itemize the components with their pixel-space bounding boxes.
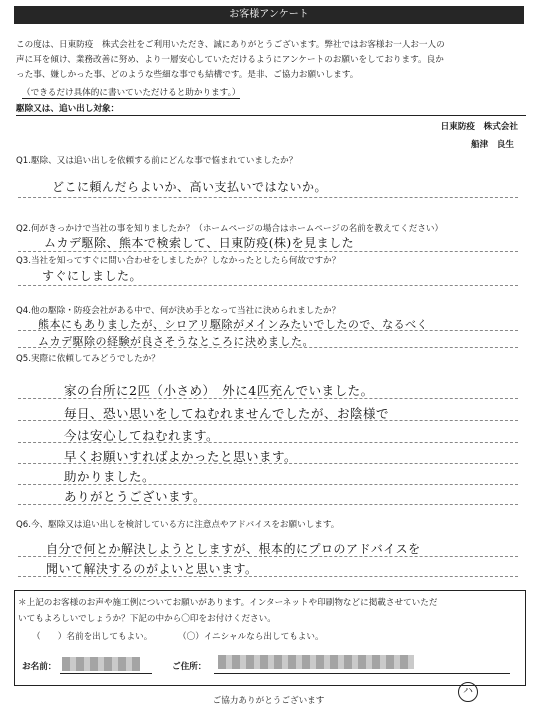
question-5: Q5.実際に依頼してみどうでしたか？: [16, 354, 160, 364]
answer-1-line-1: どこに頼んだらよいか、高い支払いではないか。: [52, 180, 328, 194]
answer-rule: [18, 442, 518, 443]
question-2: Q2.何がきっかけで当社の事を知りましたか？（ホームページの場合はホームページの名前を教えてください）: [16, 224, 444, 234]
answer-3-line-1: すぐにしました。: [42, 269, 143, 283]
company-name: 日東防疫 株式会社: [440, 122, 518, 132]
answer-rule: [18, 463, 518, 464]
redacted-name: [62, 657, 140, 671]
answer-rule: [18, 285, 518, 286]
question-1: Q1.駆除、又は追い出しを依頼する前にどんな事で悩まれていましたか？: [16, 156, 298, 166]
answer-5-line-2: 毎日、恐い思いをしてねむれませんでしたが、お陰様で: [64, 406, 390, 421]
answer-rule: [18, 251, 518, 252]
intro-line-3: った事、嫌しかった事、どのような些細な事でも結構です。是非、ご協力お願いします。: [16, 70, 359, 81]
answer-rule: [18, 420, 518, 421]
address-underline: [214, 673, 510, 674]
address-label: ご住所：: [172, 662, 207, 672]
answer-rule: [18, 556, 518, 557]
answer-rule: [18, 197, 518, 198]
answer-4-line-2: ムカデ駆除の経験が良さそうなところに決めました。: [38, 335, 314, 348]
target-label: 駆除又は、追い出し対象：: [16, 102, 526, 116]
consent-option-initials[interactable]: （〇）イニシャルなら出してもよい。: [178, 632, 324, 642]
answer-5-line-6: ありがとうございます。: [64, 489, 207, 504]
company-person: 船津 良生: [471, 140, 514, 150]
answer-6-line-1: 自分で何とか解決しようとしますが、根本的にプロのアドバイスを: [46, 542, 421, 556]
page-mark: ハ: [458, 682, 478, 702]
consent-option-name[interactable]: （ ）名前を出してもよい。: [32, 632, 153, 642]
intro-paragraph: [16, 38, 524, 84]
intro-line-1: この度は、日東防疫 株式会社をご利用いただき、誠にありがとうございます。弊社ではお客様お一人お一人の: [16, 40, 445, 50]
answer-2-line-1: ムカデ駆除、熊本で検索して、日東防疫(株)を見ました: [44, 236, 355, 250]
answer-rule: [18, 330, 518, 331]
consent-line-1: ＊上記のお客様のお声や施工例についてお願いがあります。インターネットや印刷物などに掲載させていただ: [18, 598, 438, 608]
answer-rule: [18, 484, 518, 485]
consent-line-2: いてもよろしいでしょうか？下記の中から〇印をお付けください。: [18, 614, 276, 624]
survey-title-bar: お客様アンケート: [14, 6, 524, 24]
answer-rule: [18, 398, 518, 399]
answer-rule: [18, 576, 518, 577]
thanks-message: ご協力ありがとうございます: [212, 696, 325, 706]
answer-5-line-5: 助かりました。: [64, 469, 156, 484]
name-label: お名前：: [22, 662, 57, 672]
answer-5-line-4: 早くお願いすればよかったと思います。: [64, 449, 298, 464]
question-6: Q6.今、駆除又は追い出しを検討している方に注意点やアドバイスをお願いします。: [16, 520, 340, 530]
answer-5-line-1: 家の台所に2匹（小さめ） 外に4匹充んでいました。: [64, 383, 374, 398]
answer-rule: [18, 347, 518, 348]
intro-note: （できるだけ具体的に書いていただけると助かります。）: [22, 88, 241, 98]
question-4: Q4.他の駆除・防疫会社がある中で、何が決め手となって当社に決められましたか？: [16, 306, 341, 316]
answer-rule: [18, 504, 518, 505]
answer-4-line-1: 熊本にもありましたが、シロアリ駆除がメインみたいでしたので、なるべく: [38, 318, 429, 331]
intro-line-2: 声に耳を傾け、業務改善に努め、より一層安心していただけるようにアンケートのお願いをしております。良か: [16, 55, 444, 66]
name-underline: [60, 673, 152, 674]
question-3: Q3.当社を知ってすぐに問い合わせをしましたか？しなかったとしたら何故ですか？: [16, 256, 341, 266]
company-signature: [424, 118, 518, 154]
answer-6-line-2: 聞いて解決するのがよいと思います。: [46, 562, 258, 576]
redacted-address: [218, 655, 414, 669]
answer-5-line-3: 今は安心してねむれます。: [64, 428, 220, 443]
